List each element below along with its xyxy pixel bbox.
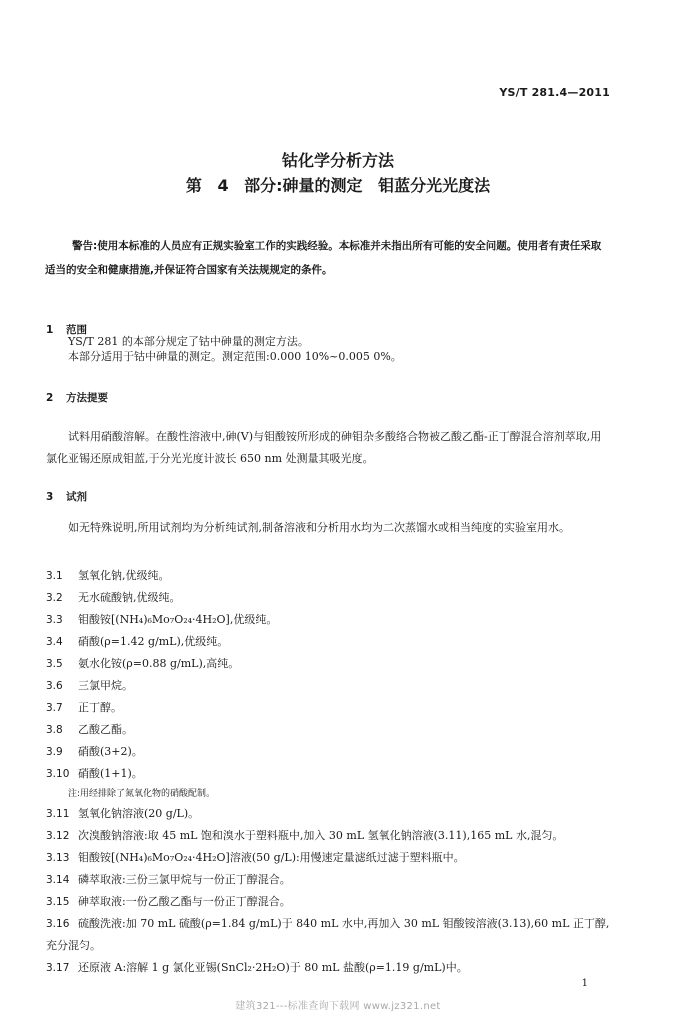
list-item: [46, 697, 612, 719]
item-number: 3.3: [46, 614, 63, 626]
list-item: [46, 913, 612, 957]
list-item: [46, 869, 612, 891]
section-title: 试剂: [66, 491, 87, 503]
item-number: 3.16: [46, 918, 70, 930]
list-item: [46, 631, 612, 653]
item-number: 3.6: [46, 680, 63, 692]
footer-watermark: 建筑321---标准查询下载网 www.jz321.net: [235, 1001, 441, 1012]
list-item: [46, 609, 612, 631]
item-text: 还原液 A:溶解 1 g 氯化亚锡(SnCl₂·2H₂O)于 80 mL 盐酸(ρ=1.19 g/mL)中。: [78, 961, 468, 974]
list-item: [46, 653, 612, 675]
list-item: [46, 719, 612, 741]
section-1-paragraph-2: 本部分适用于钴中砷量的测定。测定范围:0.000 10%~0.005 0%。: [68, 350, 402, 363]
item-text: 三氯甲烷。: [78, 679, 133, 692]
item-number: 3.10: [46, 768, 70, 780]
section-number: 2: [46, 392, 54, 404]
document-subtitle: 第 4 部分:砷量的测定 钼蓝分光光度法: [185, 176, 491, 195]
list-item: [46, 847, 612, 869]
item-number: 3.12: [46, 830, 70, 842]
section-1-paragraph-1: YS/T 281 的本部分规定了钴中砷量的测定方法。: [68, 335, 309, 348]
document-title: 钴化学分析方法: [281, 151, 394, 170]
section-3-intro: 如无特殊说明,所用试剂均为分析纯试剂,制备溶液和分析用水均为二次蒸馏水或相当纯度的实验室用水。: [68, 521, 570, 534]
item-number: 3.7: [46, 702, 63, 714]
item-text: 氢氧化钠溶液(20 g/L)。: [78, 807, 200, 820]
standard-code: YS/T 281.4—2011: [499, 86, 610, 99]
item-number: 3.8: [46, 724, 63, 736]
item-number: 3.11: [46, 808, 70, 820]
section-2-heading: [46, 390, 108, 405]
item-text: 钼酸铵[(NH₄)₆Mo₇O₂₄·4H₂O]溶液(50 g/L):用慢速定量滤纸过滤于塑料瓶中。: [78, 851, 465, 864]
list-item: [46, 825, 612, 847]
item-number: 3.17: [46, 962, 70, 974]
section-title: 范围: [66, 324, 87, 336]
item-number: 3.9: [46, 746, 63, 758]
list-item: [46, 957, 612, 979]
item-number: 3.1: [46, 570, 63, 582]
item-text: 氢氧化钠,优级纯。: [78, 569, 170, 582]
list-item: [46, 741, 612, 763]
item-text: 硝酸(3+2)。: [78, 745, 143, 758]
item-text: 次溴酸钠溶液:取 45 mL 饱和溴水于塑料瓶中,加入 30 mL 氢氧化钠溶液(3.11),165 mL 水,混匀。: [78, 829, 564, 842]
item-text: 硝酸(1+1)。: [78, 767, 143, 780]
item-text: 无水硫酸钠,优级纯。: [78, 591, 181, 604]
item-number: 3.5: [46, 658, 63, 670]
item-number: 3.4: [46, 636, 63, 648]
item-text: 砷萃取液:一份乙酸乙酯与一份正丁醇混合。: [78, 895, 291, 908]
warning-paragraph: 警告:使用本标准的人员应有正规实验室工作的实践经验。本标准并未指出所有可能的安全问题。使用者有责任采取适当的安全和健康措施,并保证符合国家有关法规规定的条件。: [45, 240, 602, 276]
list-item: [46, 675, 612, 697]
item-text: 正丁醇。: [78, 701, 122, 714]
item-text: 乙酸乙酯。: [78, 723, 133, 736]
section-2-paragraph: 试料用硝酸溶解。在酸性溶液中,砷(Ⅴ)与钼酸铵所形成的砷钼杂多酸络合物被乙酸乙酯-正丁醇混合溶剂萃取,用氯化亚锡还原成钼蓝,于分光光度计波长 650 nm 处测量其吸光度。: [46, 430, 602, 465]
page-number: 1: [581, 978, 588, 989]
item-text: 磷萃取液:三份三氯甲烷与一份正丁醇混合。: [78, 873, 291, 886]
list-item: [46, 587, 612, 609]
list-item: [46, 891, 612, 913]
note: 注:用经排除了氮氧化物的硝酸配制。: [68, 789, 216, 799]
item-number: 3.2: [46, 592, 63, 604]
item-number: 3.13: [46, 852, 70, 864]
item-number: 3.14: [46, 874, 70, 886]
section-title: 方法提要: [66, 392, 108, 404]
list-item: [46, 565, 612, 587]
item-number: 3.15: [46, 896, 70, 908]
list-item: [46, 803, 612, 825]
item-text: 硫酸洗液:加 70 mL 硫酸(ρ=1.84 g/mL)于 840 mL 水中,再加入 30 mL 钼酸铵溶液(3.13),60 mL 正丁醇,充分混匀。: [46, 917, 610, 952]
section-number: 3: [46, 491, 54, 503]
item-text: 氨水化铵(ρ=0.88 g/mL),高纯。: [78, 657, 240, 670]
reagent-list: [46, 565, 612, 979]
item-text: 硝酸(ρ=1.42 g/mL),优级纯。: [78, 635, 229, 648]
section-number: 1: [46, 324, 54, 336]
item-text: 钼酸铵[(NH₄)₆Mo₇O₂₄·4H₂O],优级纯。: [78, 613, 278, 626]
section-3-heading: [46, 489, 87, 504]
list-item: [46, 763, 612, 785]
